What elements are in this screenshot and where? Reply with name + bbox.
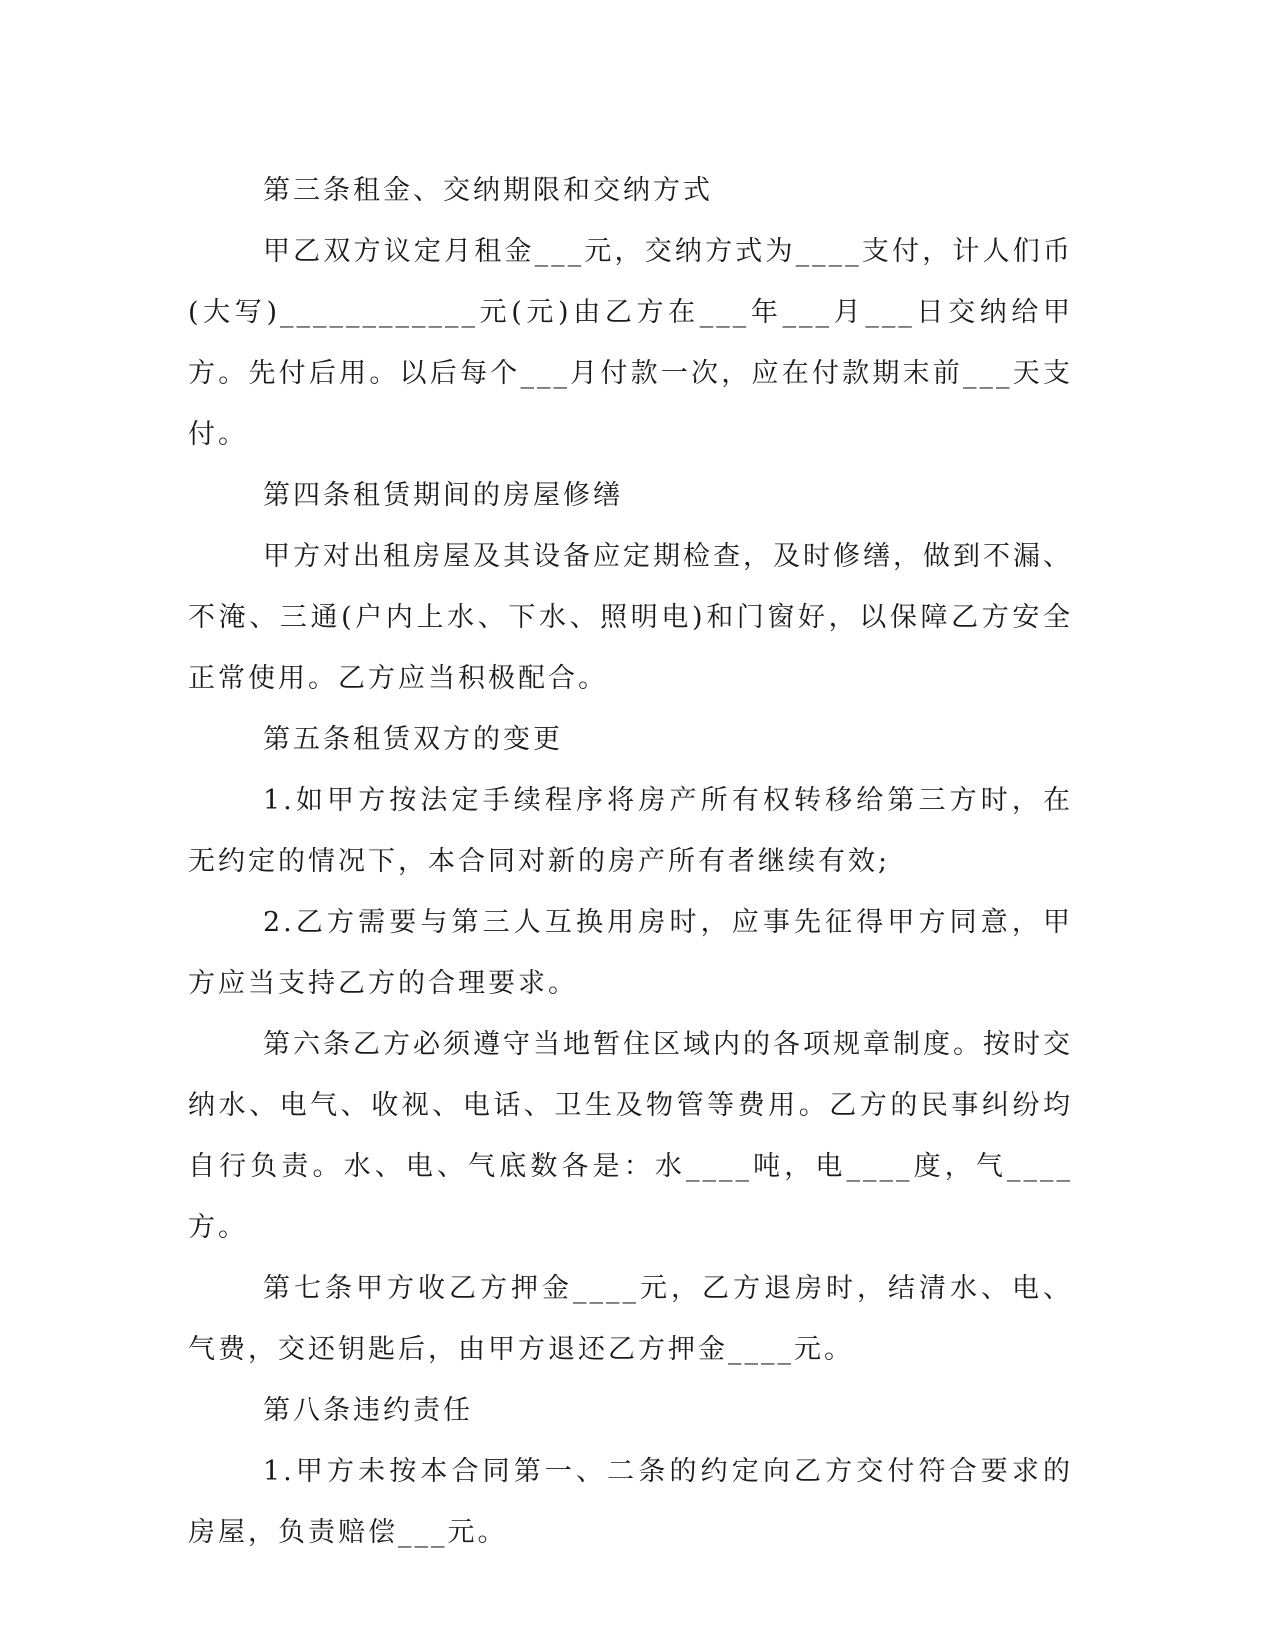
article-3-rent-terms: 甲乙双方议定月租金___元，交纳方式为____支付，计人们币(大写)____________元(元)由乙方在___年___月___日交纳给甲方。先付后用。以后每个___月付款一次，应在付款期末前___天支付。 [188, 236, 1073, 450]
article-4-repair-terms: 甲方对出租房屋及其设备应定期检查，及时修缮，做到不漏、不淹、三通(户内上水、下水、照明电)和门窗好，以保障乙方安全正常使用。乙方应当积极配合。 [188, 541, 1073, 694]
article-3-heading: 第三条租金、交纳期限和交纳方式 [263, 175, 713, 206]
article-8-heading: 第八条违约责任 [263, 1395, 473, 1426]
article-5-clause-2: 2.乙方需要与第三人互换用房时，应事先征得甲方同意，甲方应当支持乙方的合理要求。 [188, 907, 1073, 999]
document-body [188, 160, 1073, 1563]
article-4-heading: 第四条租赁期间的房屋修缮 [263, 480, 623, 511]
article-8-clause-1: 1.甲方未按本合同第一、二条的约定向乙方交付符合要求的房屋，负责赔偿___元。 [188, 1456, 1073, 1548]
article-5-clause-1: 1.如甲方按法定手续程序将房产所有权转移给第三方时，在无约定的情况下，本合同对新的房产所有者继续有效; [188, 785, 1073, 877]
article-7-deposit: 第七条甲方收乙方押金____元，乙方退房时，结清水、电、气费，交还钥匙后，由甲方退还乙方押金____元。 [188, 1273, 1073, 1365]
article-6-rules: 第六条乙方必须遵守当地暂住区域内的各项规章制度。按时交纳水、电气、收视、电话、卫生及物管等费用。乙方的民事纠纷均自行负责。水、电、气底数各是：水____吨，电____度，气____方。 [188, 1029, 1073, 1243]
article-5-heading: 第五条租赁双方的变更 [263, 724, 563, 755]
